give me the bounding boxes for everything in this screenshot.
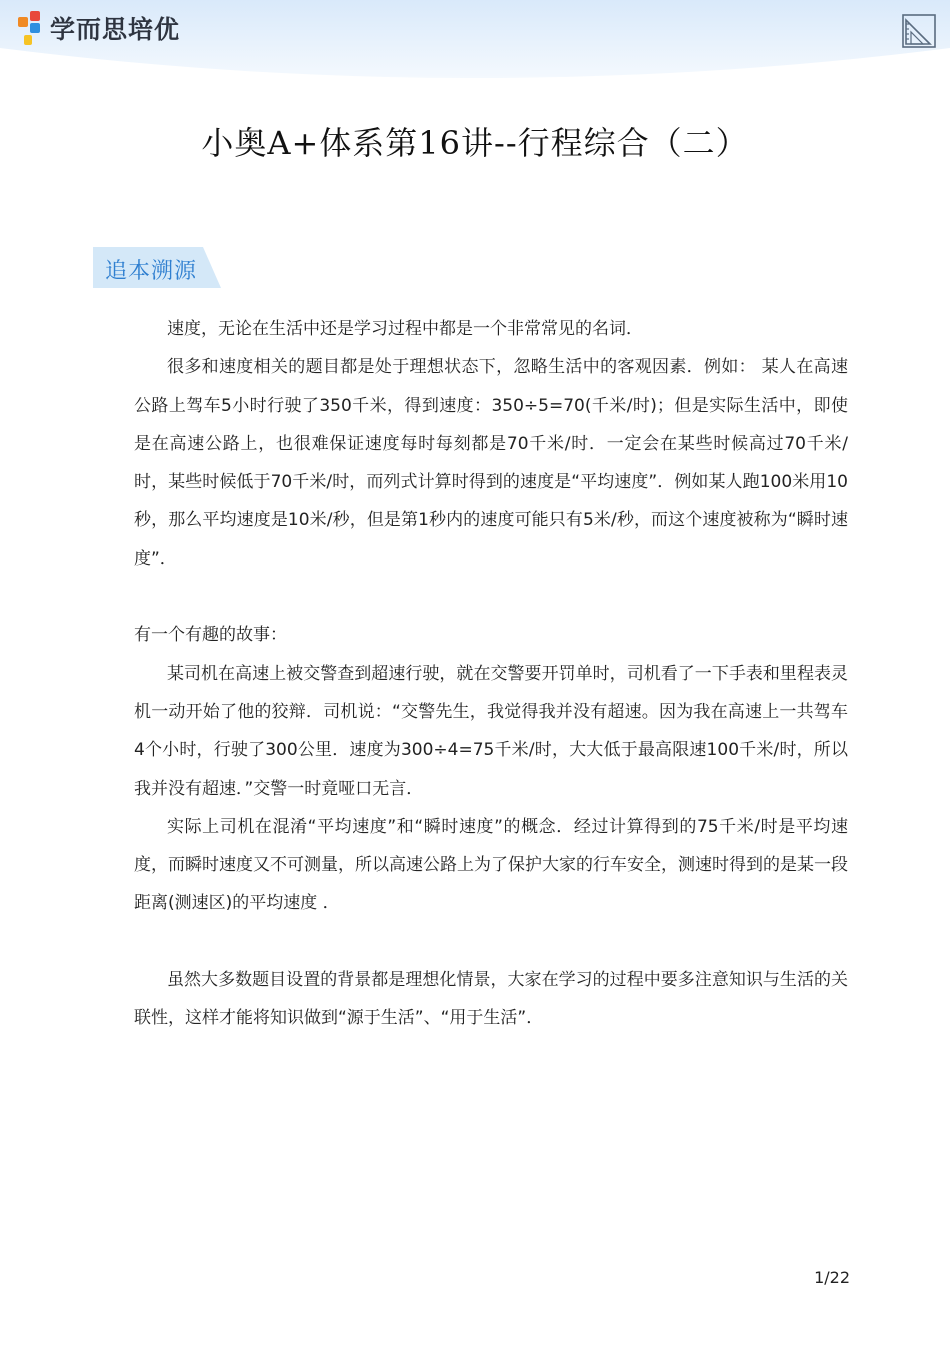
paragraph: 很多和速度相关的题目都是处于理想状态下，忽略生活中的客观因素．例如： 某人在高速公路上驾车5小时行驶了350千米，得到速度：350÷5=70(千米/时)；但是实际生活中，即使是在高速公路上，也很难保证速度每时每刻都是70千米/时．一定会在某些时候高过70千米/时，某些时候低于70千米/时，而列式计算时得到的速度是“平均速度”．例如某人跑100米用10秒，那么平均速度是10米/秒，但是第1秒内的速度可能只有5米/秒，而这个速度被称为“瞬时速度”． <box>134 357 848 569</box>
paragraph: 某司机在高速上被交警查到超速行驶，就在交警要开罚单时，司机看了一下手表和里程表灵机一动开始了他的狡辩．司机说：“交警先生，我觉得我并没有超速。因为我在高速上一共驾车4个小时，行驶了300公里．速度为300÷4=75千米/时，大大低于最高限速100千米/时，所以我并没有超速．”交警一时竟哑口无言． <box>134 663 848 799</box>
paragraph: 虽然大多数题目设置的背景都是理想化情景，大家在学习的过程中要多注意知识与生活的关联性，这样才能将知识做到“源于生活”、“用于生活”． <box>134 970 848 1029</box>
brand-logo <box>18 10 180 46</box>
page-number: 1/22 <box>814 1268 850 1287</box>
logo-mark-icon <box>18 11 44 45</box>
article-body <box>134 310 848 1038</box>
logo-text: 学而思培优 <box>50 15 181 44</box>
paragraph: 速度，无论在生活中还是学习过程中都是一个非常常见的名词． <box>167 319 643 339</box>
paragraph: 实际上司机在混淆“平均速度”和“瞬时速度”的概念．经过计算得到的75千米/时是平均速度，而瞬时速度又不可测量，所以高速公路上为了保护大家的行车安全，测速时得到的是某一段距离(测速区)的平均速度 ． <box>134 816 848 914</box>
ruler-triangle-icon <box>902 14 936 48</box>
document-title: 小奥A+体系第16讲--行程综合（二） <box>201 124 749 162</box>
blank-line <box>134 923 848 961</box>
paragraph: 有一个有趣的故事： <box>134 625 287 646</box>
blank-line <box>134 578 848 616</box>
section-heading-tab <box>93 247 221 288</box>
section-heading-label: 追本溯源 <box>105 259 198 284</box>
